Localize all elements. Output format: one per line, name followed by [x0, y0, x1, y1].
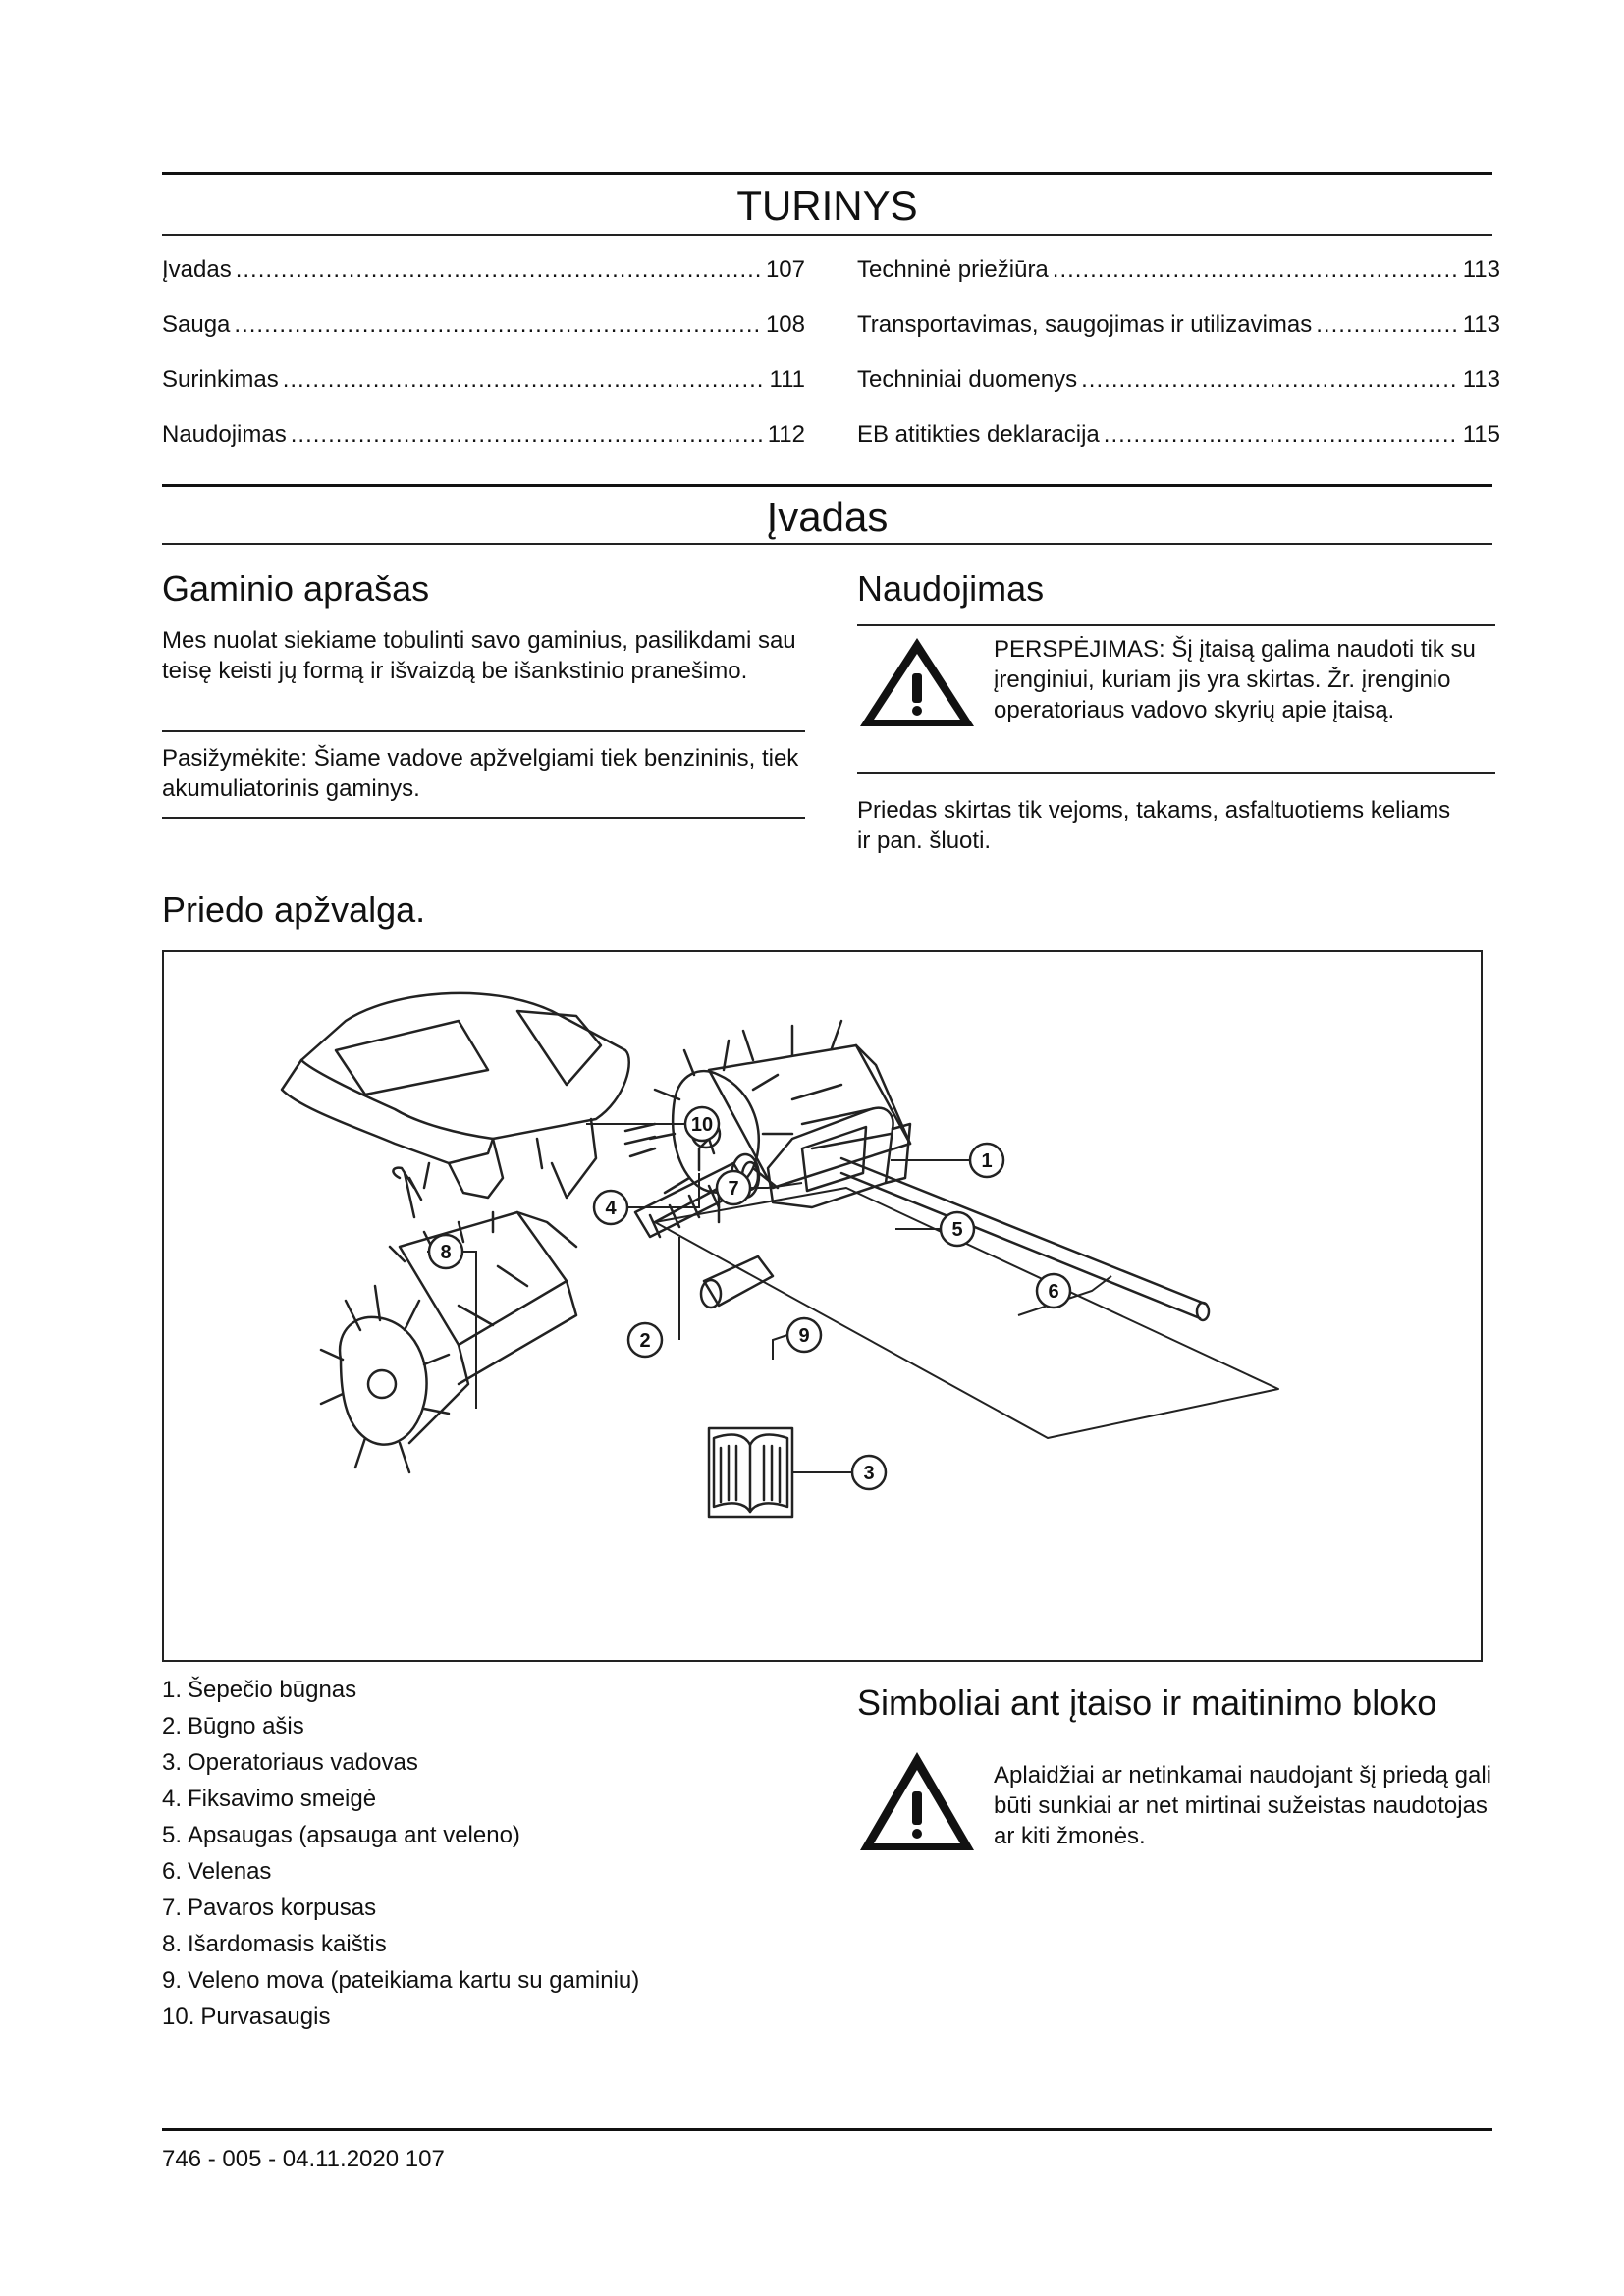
toc-entry-label: Sauga: [162, 311, 231, 338]
symbols-text: Aplaidžiai ar netinkamai naudojant šį priedą gali būti sunkiai ar net mirtinai sužeistas naudotojas ar kiti žmonės.: [994, 1762, 1491, 1849]
intro-title: Įvadas: [766, 494, 889, 540]
toc-entry[interactable]: [162, 420, 805, 450]
callout-8: 8: [440, 1242, 452, 1263]
callout-3: 3: [863, 1463, 875, 1484]
mudguard-part: [282, 993, 629, 1198]
warning-text-block: [994, 634, 1499, 725]
overview-figure: [162, 950, 1483, 1662]
list-item: 6. Velenas: [162, 1858, 272, 1885]
toc-entry[interactable]: [857, 310, 1500, 340]
exploded-view-diagram: [164, 952, 1481, 1660]
toc-entry-page: 108: [765, 311, 805, 338]
list-item: 10. Purvasaugis: [162, 2003, 331, 2030]
toc-entry-label: Naudojimas: [162, 421, 287, 448]
callout-4: 4: [605, 1198, 617, 1219]
toc-entry[interactable]: [857, 255, 1500, 285]
note-bottom-rule: [162, 817, 805, 819]
warning-top-rule: [857, 624, 1495, 626]
list-item: 8. Išardomasis kaištis: [162, 1931, 387, 1957]
callout-7: 7: [728, 1178, 739, 1200]
note-text: Šiame vadove apžvelgiami tiek benzininis, tiek akumuliatorinis gaminys.: [162, 745, 799, 802]
toc-entry[interactable]: [162, 255, 805, 285]
locking-pin-part: [393, 1168, 421, 1217]
toc-entry-page: 113: [1462, 311, 1500, 338]
toc-entry-label: EB atitikties deklaracija: [857, 421, 1100, 448]
toc-top-rule: [162, 172, 1492, 175]
manual-book-part: [709, 1428, 792, 1517]
toc-entry[interactable]: [162, 310, 805, 340]
note-top-rule: [162, 730, 805, 732]
warning-icon: [856, 1748, 978, 1856]
product-desc-heading: Gaminio aprašas: [162, 568, 430, 609]
intro-title-rule: [162, 543, 1492, 545]
toc-entry-label: Techniniai duomenys: [857, 366, 1078, 393]
fixing-clip-part: [699, 1139, 714, 1170]
toc-entry-page: 113: [1462, 256, 1500, 283]
callout-5: 5: [951, 1219, 963, 1241]
list-item: 9. Veleno mova (pateikiama kartu su gaminiu): [162, 1967, 640, 1994]
overview-heading: Priedo apžvalga.: [162, 889, 426, 930]
list-item: 5. Apsaugas (apsauga ant veleno): [162, 1822, 520, 1848]
toc-entry-page: 115: [1462, 421, 1500, 448]
list-item: 4. Fiksavimo smeigė: [162, 1786, 377, 1812]
shaft-part: [841, 1158, 1209, 1320]
product-desc-text: Mes nuolat siekiame tobulinti savo gaminius, pasilikdami sau teisę keisti jų formą ir išvaizdą be išankstinio pranešimo.: [162, 627, 796, 684]
leader-9: [773, 1335, 787, 1360]
callout-10: 10: [690, 1114, 714, 1136]
usage-text: Priedas skirtas tik vejoms, takams, asfaltuotiems keliams ir pan. šluoti.: [857, 797, 1451, 854]
list-item: 3. Operatoriaus vadovas: [162, 1749, 418, 1776]
note-label: Pasižymėkite:: [162, 745, 308, 772]
parts-legend: [162, 1672, 639, 2035]
warning-text: Šį įtaisą galima naudoti tik su įrenginiui, kuriam jis yra skirtas. Žr. įrenginio operatoriaus vadovo skyrių apie įtaisą.: [994, 636, 1476, 723]
list-item: 2. Būgno ašis: [162, 1713, 304, 1739]
warning-bottom-rule: [857, 772, 1495, 774]
toc-entry-label: Įvadas: [162, 256, 232, 283]
toc-entry-label: Surinkimas: [162, 366, 279, 393]
usage-heading: Naudojimas: [857, 568, 1045, 609]
footer-rule: [162, 2128, 1492, 2131]
toc-title: TURINYS: [736, 183, 918, 229]
brush-drum-right: [625, 1021, 910, 1222]
intro-top-rule: [162, 484, 1492, 487]
callout-2: 2: [639, 1330, 651, 1352]
toc-entry-label: Techninė priežiūra: [857, 256, 1049, 283]
note-block: [162, 743, 810, 804]
page-footer: 746 - 005 - 04.11.2020 107: [162, 2146, 445, 2172]
toc-entry[interactable]: [857, 420, 1500, 450]
toc-entry-page: 113: [1462, 366, 1500, 393]
toc-entry[interactable]: [162, 365, 805, 395]
callout-9: 9: [798, 1325, 810, 1347]
toc-entry-page: 107: [765, 256, 805, 283]
callout-6: 6: [1048, 1281, 1059, 1303]
toc-title-rule: [162, 234, 1492, 236]
list-item: 1. Šepečio būgnas: [162, 1677, 357, 1703]
warning-label: PERSPĖJIMAS:: [994, 636, 1165, 663]
toc-entry-page: 112: [767, 421, 805, 448]
callout-1: 1: [981, 1150, 993, 1172]
warning-icon: [856, 634, 978, 730]
symbols-heading: Simboliai ant įtaiso ir maitinimo bloko: [857, 1682, 1437, 1723]
list-item: 7. Pavaros korpusas: [162, 1895, 377, 1921]
toc-entry-label: Transportavimas, saugojimas ir utilizavimas: [857, 311, 1313, 338]
toc-entry[interactable]: [857, 365, 1500, 395]
toc-entry-page: 111: [769, 366, 805, 393]
